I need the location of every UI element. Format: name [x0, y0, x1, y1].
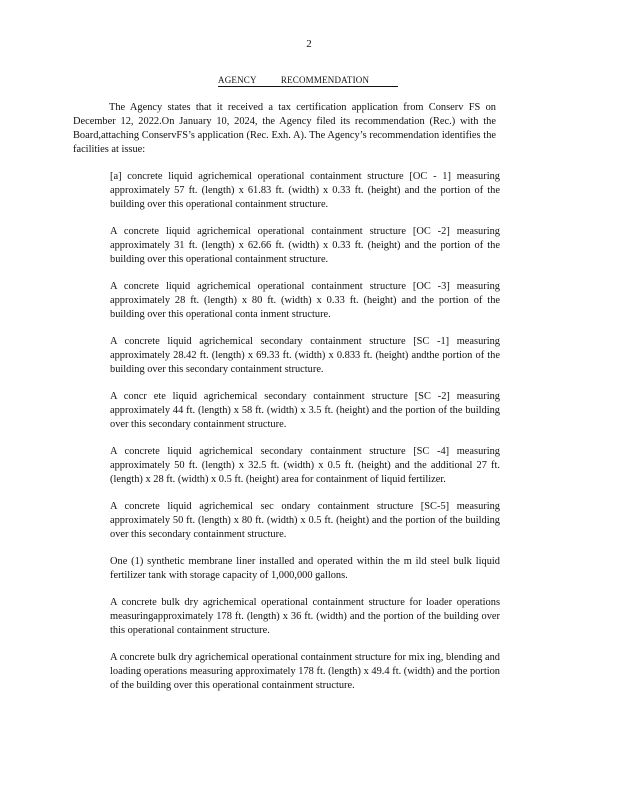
- facility-item-sc-2: A concr ete liquid agrichemical secondary containment structure [SC -2] measuring approximately 44 ft. (length) x 58 ft. (width) x 3.5 ft. (height) and the portion of the building over this secondary containment structure.: [110, 391, 500, 430]
- facility-item-sc-4: A concrete liquid agrichemical secondary containment structure [SC -4] measuring approximately 50 ft. (length) x 32.5 ft. (width) x 0.5 ft. (height) and the additional 27 ft. (length) x 28 ft. (width) x 0.5 ft. (height) area for containment of liquid fertilizer.: [110, 446, 500, 485]
- facility-list: [110, 170, 500, 693]
- facility-item-sc-1: A concrete liquid agrichemical secondary containment structure [SC -1] measuring approximately 28.42 ft. (length) x 69.33 ft. (width) x 0.833 ft. (height) andthe portion of the building over this secondary containment structure.: [110, 336, 500, 375]
- facility-item-oc-2: A concrete liquid agrichemical operational containment structure [OC -2] measuring approximately 31 ft. (length) x 62.66 ft. (width) x 0.33 ft. (height) and the portion of the building over this operational containment structure.: [110, 226, 500, 265]
- facility-item-sc-5: A concrete liquid agrichemical sec ondary containment structure [SC-5] measuring approximately 50 ft. (length) x 80 ft. (width) x 0.5 ft. (height) and the portion of the building over this secondary containment structure.: [110, 501, 500, 540]
- facility-item-dry-mixing: A concrete bulk dry agrichemical operational containment structure for mix ing, blending and loading operations measuring approximately 178 ft. (length) x 49.4 ft. (width) and the portion of the building over this operational containment structure.: [110, 652, 500, 691]
- facility-item-membrane-liner: One (1) synthetic membrane liner installed and operated within the m ild steel bulk liquid fertilizer tank with storage capacity of 1,000,000 gallons.: [110, 556, 500, 581]
- section-heading: AGENCY RECOMMENDATION: [218, 75, 398, 87]
- intro-paragraph: [73, 101, 496, 157]
- page-number: 2: [306, 38, 312, 50]
- intro-text: The Agency states that it received a tax certification application from Conserv FS on December 12, 2022.On January 10, 2024, the Agency filed its recommendation (Rec.) with the Board,attaching ConservFS’s application (Rec. Exh. A). The Agency’s recommendation identifies the facilities at issue:: [73, 102, 496, 155]
- facility-item-dry-loader: A concrete bulk dry agrichemical operational containment structure for loader operations measuringapproximately 178 ft. (length) x 36 ft. (width) and the portion of the building over this operational containment structure.: [110, 597, 500, 636]
- facility-item-oc-1: [a] concrete liquid agrichemical operational containment structure [OC - 1] measuring approximately 57 ft. (length) x 61.83 ft. (width) x 0.33 ft. (height) and the portion of the building over this operational containment structure.: [110, 171, 500, 210]
- facility-item-oc-3: A concrete liquid agrichemical operational containment structure [OC -3] measuring approximately 28 ft. (length) x 80 ft. (width) x 0.33 ft. (height) and the portion of the building over this operational conta inment structure.: [110, 281, 500, 320]
